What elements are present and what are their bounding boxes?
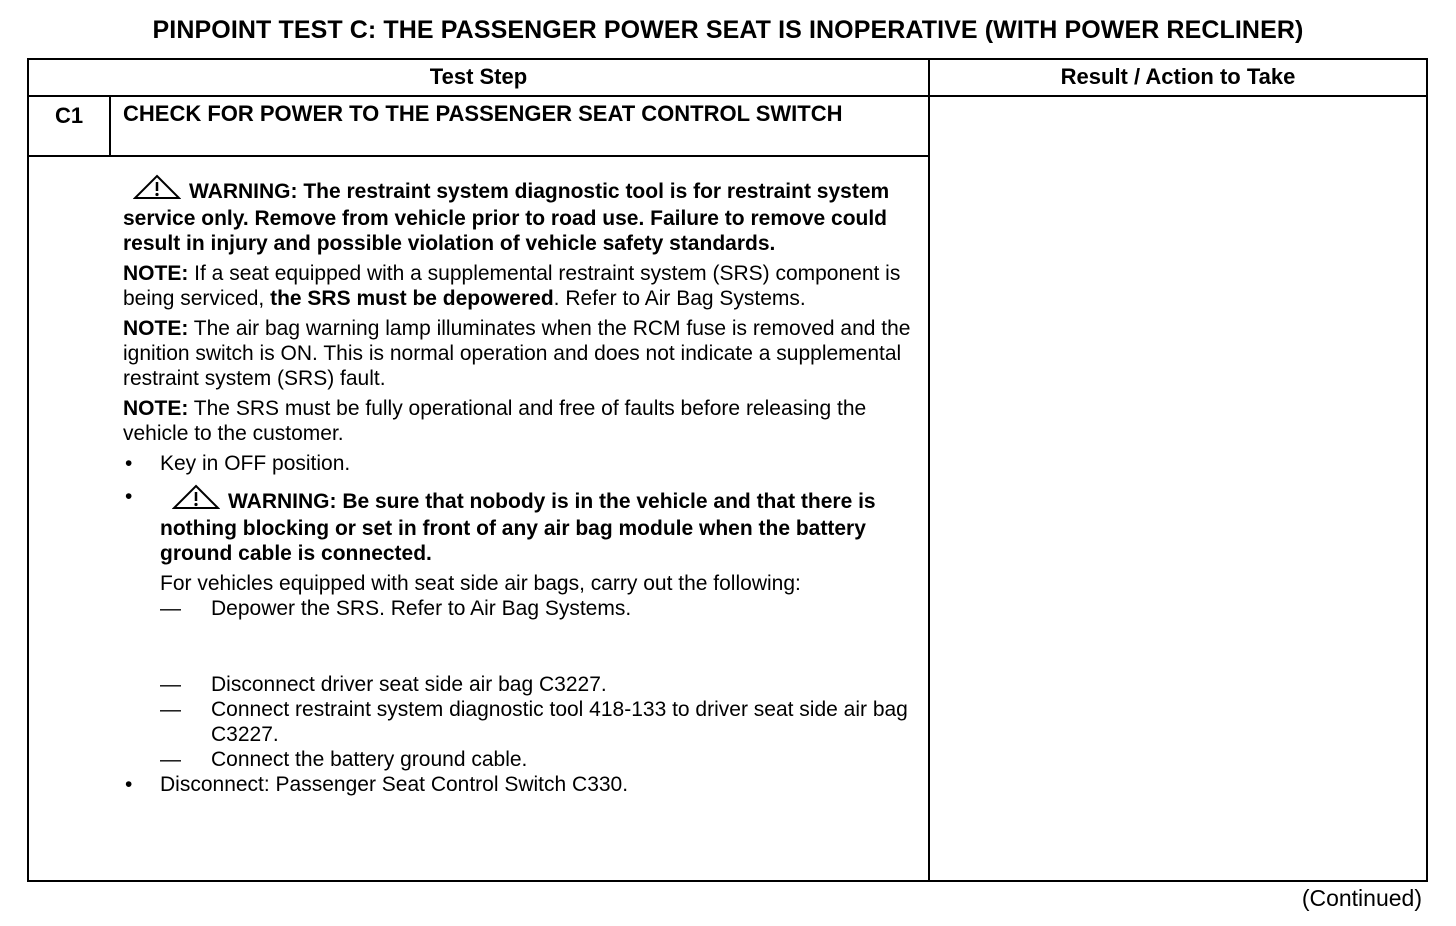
warning-restraint-tool	[123, 174, 913, 256]
list-item-warning	[123, 484, 913, 772]
followup-text: For vehicles equipped with seat side air bags, carry out the following:	[160, 572, 801, 595]
sub-list-item-text: Connect restraint system diagnostic tool 418-133 to driver seat side air bag C3227.	[211, 698, 908, 746]
sub-list-item	[160, 596, 913, 621]
note-text-end: . Refer to Air Bag Systems.	[553, 287, 806, 310]
note-srs-operational	[123, 396, 913, 446]
bullet-icon: •	[125, 773, 133, 796]
list-item	[123, 772, 913, 797]
dash-icon: —	[160, 673, 181, 696]
note-srs-depower	[123, 261, 913, 311]
note-text: If a seat equipped with a supplemental restraint system (SRS) component is being serviced,	[123, 262, 901, 310]
warning-text: The restraint system diagnostic tool is for restraint system service only. Remove from vehicle prior to road use. Failure to remove could result in injury and possible violation of vehicle safety standards.	[123, 180, 890, 255]
sub-list-item	[160, 672, 913, 697]
continued-label: (Continued)	[1301, 885, 1422, 911]
sub-list-item-text: Disconnect driver seat side air bag C3227.	[211, 673, 607, 696]
column-divider	[928, 60, 930, 880]
dash-icon: —	[160, 698, 181, 721]
list-item-text: Disconnect: Passenger Seat Control Switch C330.	[160, 773, 629, 796]
note-label: NOTE:	[123, 262, 189, 285]
warning-label: WARNING:	[189, 180, 298, 203]
table-header	[29, 60, 1426, 97]
note-warning-lamp	[123, 316, 913, 391]
step-title-divider	[29, 155, 928, 157]
dash-icon: —	[160, 597, 181, 620]
sub-list-item	[160, 747, 913, 772]
note-text: The air bag warning lamp illuminates when the RCM fuse is removed and the ignition switch is ON. This is normal operation and does not indicate a supplemental restraint system (SRS) fault.	[123, 317, 911, 390]
note-label: NOTE:	[123, 317, 189, 340]
step-title: CHECK FOR POWER TO THE PASSENGER SEAT CONTROL SWITCH	[123, 101, 843, 126]
page-title: PINPOINT TEST C: THE PASSENGER POWER SEAT IS INOPERATIVE (WITH POWER RECLINER)	[152, 16, 1304, 44]
bullet-icon: •	[125, 485, 133, 508]
list-item	[123, 451, 913, 476]
dash-icon: —	[160, 748, 181, 771]
pinpoint-test-table	[27, 58, 1428, 882]
column-header-test-step: Test Step	[429, 64, 528, 89]
warning-triangle-icon	[172, 484, 220, 516]
sub-list-item	[160, 697, 913, 747]
list-item-text: Key in OFF position.	[160, 452, 351, 475]
sub-list-item-text: Connect the battery ground cable.	[211, 748, 528, 771]
note-text: The SRS must be fully operational and free of faults before releasing the vehicle to the customer.	[123, 397, 867, 445]
column-header-result: Result / Action to Take	[1060, 64, 1296, 89]
note-label: NOTE:	[123, 397, 189, 420]
spacer	[160, 621, 913, 672]
bullet-icon: •	[125, 452, 133, 475]
warning-triangle-icon	[133, 174, 181, 206]
step-id: C1	[29, 97, 111, 157]
warning-nobody-in-vehicle	[160, 484, 913, 566]
note-bold-text: the SRS must be depowered	[270, 287, 554, 310]
step-content	[123, 174, 913, 803]
warning-text: WARNING: Be sure that nobody is in the vehicle and that there is nothing blocking or set in front of any air bag module when the battery ground cable is connected.	[160, 490, 876, 565]
sub-list-item-text: Depower the SRS. Refer to Air Bag Systems.	[211, 597, 632, 620]
